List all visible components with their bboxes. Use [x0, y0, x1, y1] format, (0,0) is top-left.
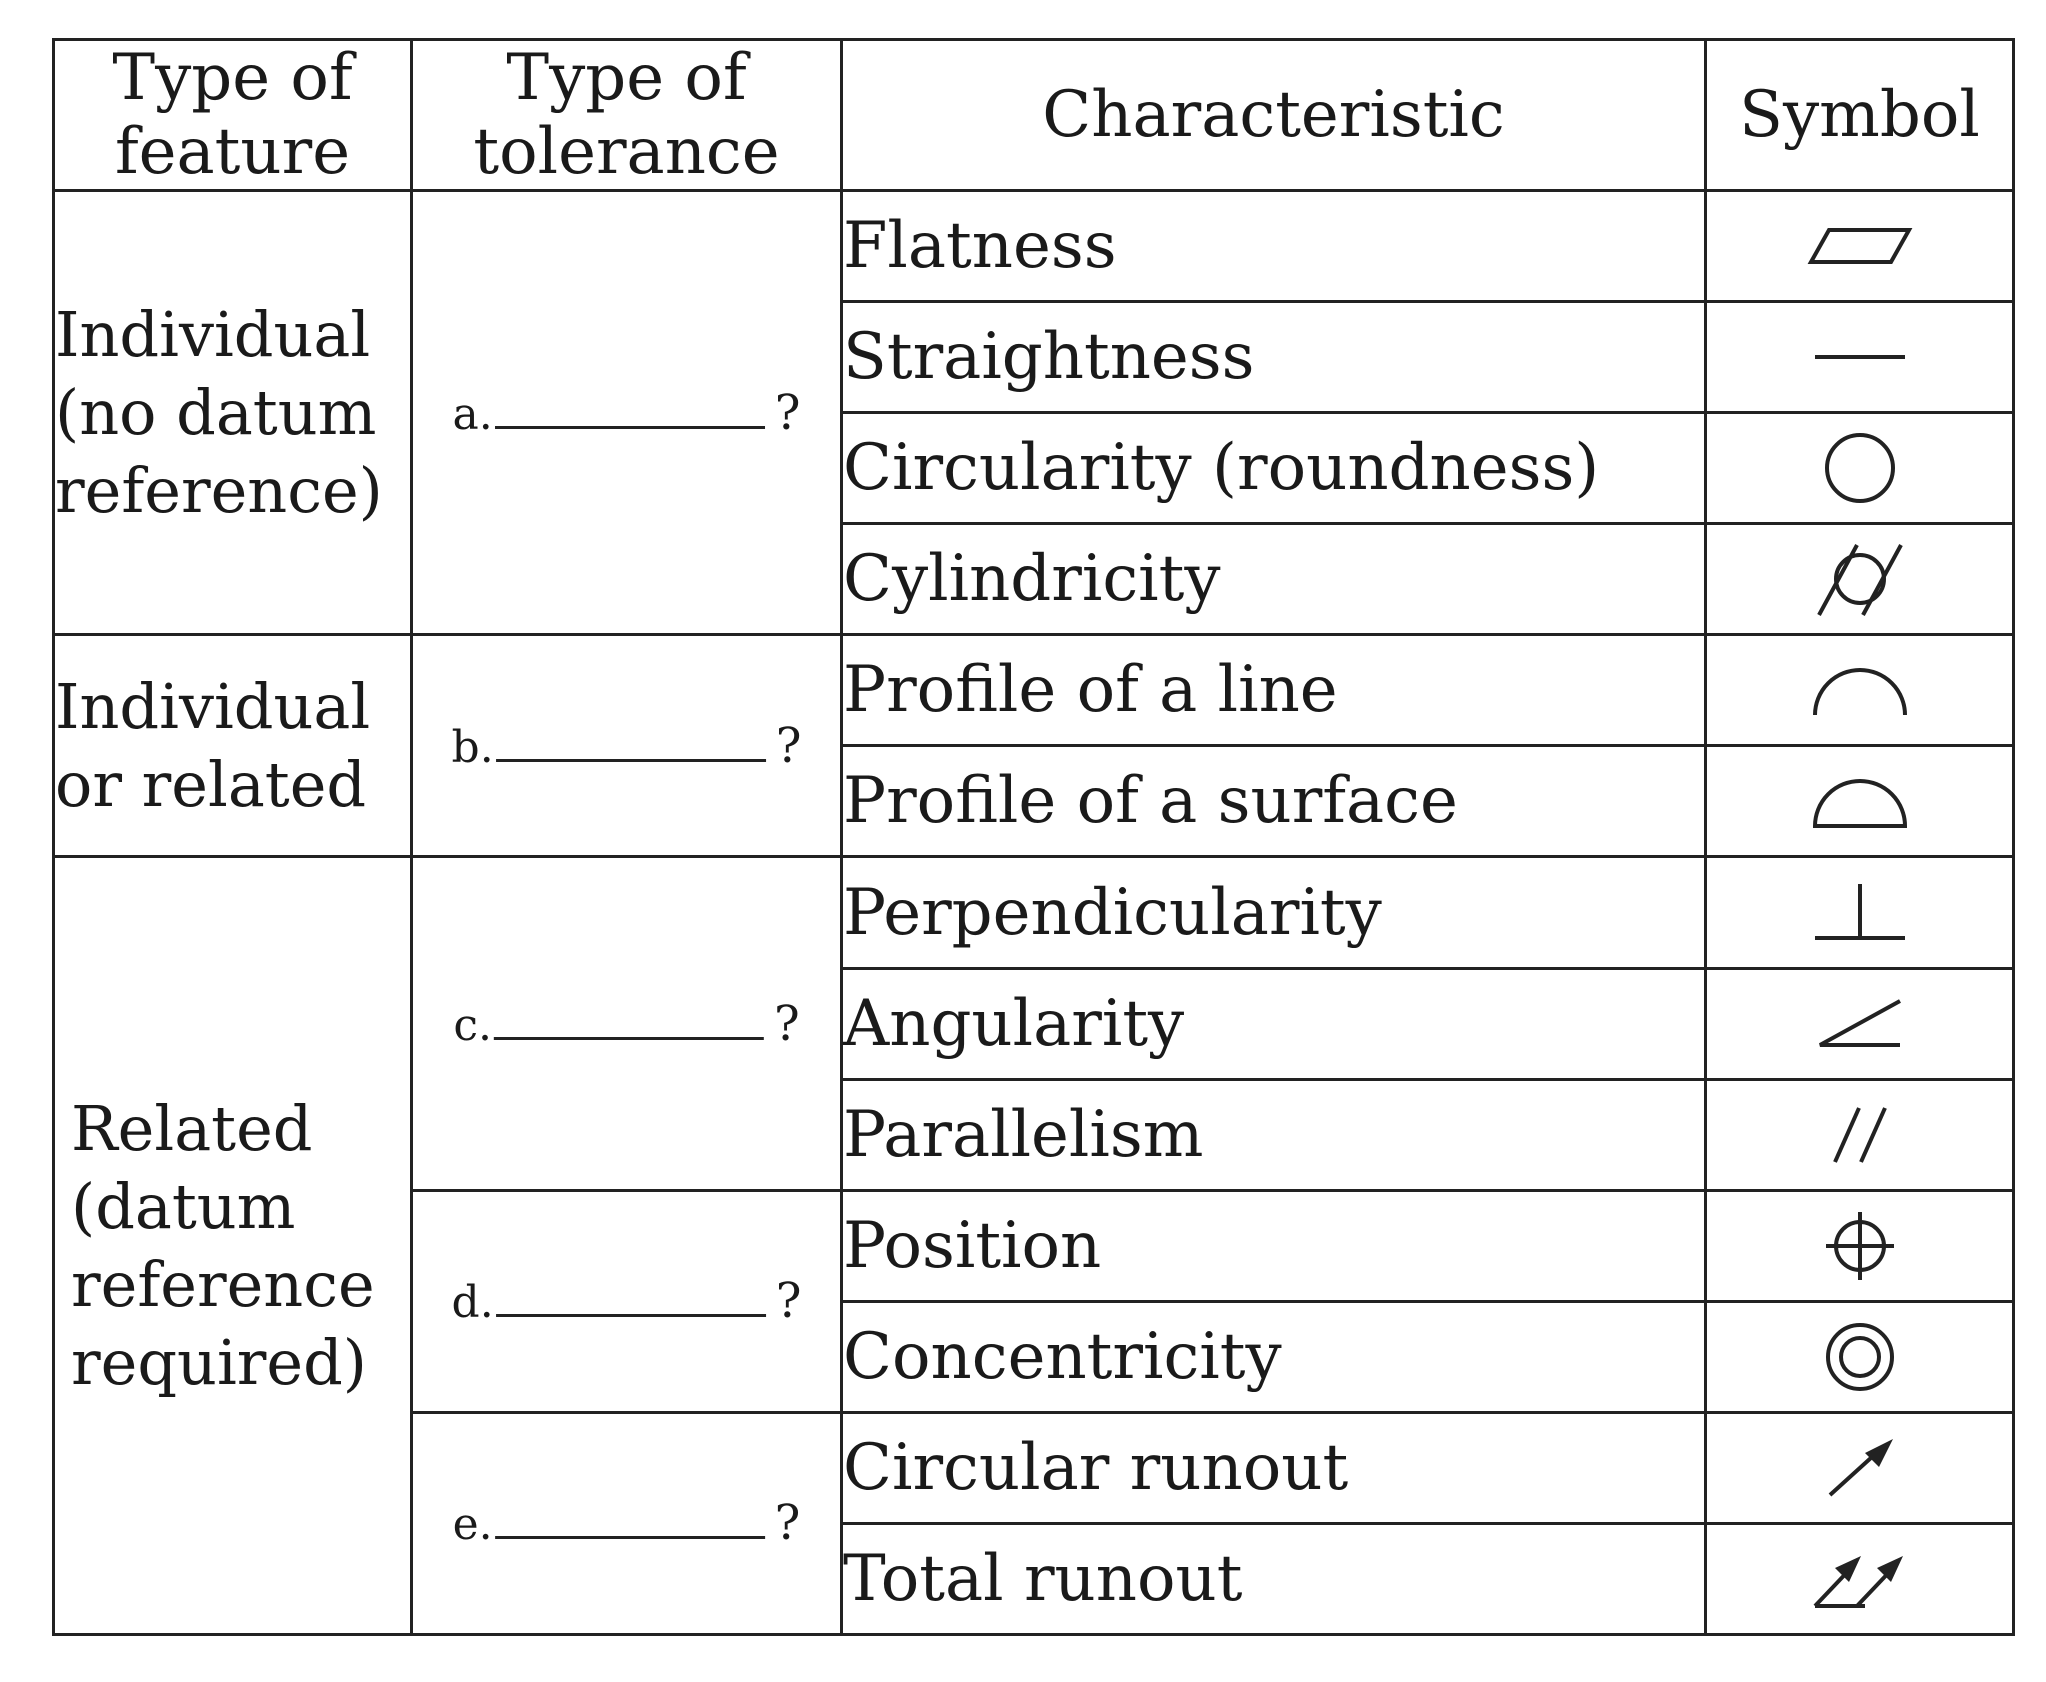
blank-letter: d.: [451, 1277, 494, 1329]
symbol-cell: [1706, 191, 2014, 302]
header-row: [54, 40, 2014, 191]
characteristic-cell: Flatness: [842, 191, 1706, 302]
blank-letter: c.: [453, 999, 492, 1051]
symbol-cell: [1706, 413, 2014, 524]
perpendicularity-icon: [1805, 878, 1915, 948]
symbol-cell: [1706, 857, 2014, 968]
header-characteristic: Characteristic: [842, 40, 1706, 191]
straightness-icon: [1805, 327, 1915, 387]
symbol-cell: [1706, 1301, 2014, 1412]
position-icon: [1815, 1206, 1905, 1286]
characteristic-cell: Parallelism: [842, 1079, 1706, 1190]
symbol-cell: [1706, 968, 2014, 1079]
symbol-cell: [1706, 635, 2014, 746]
tolerance-blank-a: [412, 191, 842, 635]
gdt-symbols-table: [52, 38, 2015, 1636]
characteristic-cell: Cylindricity: [842, 524, 1706, 635]
answer-line: [494, 1003, 764, 1040]
feature-individual: [54, 191, 412, 635]
header-type-of-tolerance: Type of tolerance: [412, 40, 842, 191]
characteristic-cell: Total runout: [842, 1523, 1706, 1634]
answer-line: [496, 725, 766, 762]
characteristic-cell: Profile of a surface: [842, 746, 1706, 857]
table-row: [54, 635, 2014, 746]
blank-letter: e.: [452, 1499, 493, 1551]
characteristic-cell: Circular runout: [842, 1412, 1706, 1523]
feature-label: Related (datum reference required): [71, 1091, 375, 1399]
parallelism-icon: [1805, 1100, 1915, 1170]
symbol-cell: [1706, 302, 2014, 413]
feature-related: [54, 857, 412, 1635]
answer-line: [495, 392, 765, 429]
question-mark: ?: [774, 1495, 801, 1552]
feature-individual-or-related: [54, 635, 412, 857]
tolerance-blank-e: [412, 1412, 842, 1634]
answer-line: [495, 1502, 765, 1539]
symbol-cell: [1706, 1079, 2014, 1190]
question-mark: ?: [775, 717, 802, 774]
profile-surface-icon: [1805, 766, 1915, 836]
question-mark: ?: [774, 384, 801, 441]
characteristic-cell: Position: [842, 1190, 1706, 1301]
tolerance-blank-d: [412, 1190, 842, 1412]
feature-label: Individual or related: [55, 669, 371, 821]
symbol-cell: [1706, 524, 2014, 635]
concentricity-icon: [1815, 1317, 1905, 1397]
circular-runout-icon: [1805, 1433, 1915, 1503]
tolerance-blank-c: [412, 857, 842, 1190]
flatness-icon: [1805, 216, 1915, 276]
feature-label: Individual (no datum reference): [55, 297, 383, 527]
symbol-cell: [1706, 746, 2014, 857]
angularity-icon: [1805, 989, 1915, 1059]
symbol-cell: [1706, 1190, 2014, 1301]
blank-letter: a.: [452, 388, 493, 440]
question-mark: ?: [775, 1273, 802, 1330]
cylindricity-icon: [1805, 539, 1915, 619]
symbol-cell: [1706, 1523, 2014, 1634]
characteristic-cell: Angularity: [842, 968, 1706, 1079]
table-row: [54, 857, 2014, 968]
characteristic-cell: Perpendicularity: [842, 857, 1706, 968]
characteristic-cell: Circularity (roundness): [842, 413, 1706, 524]
header-symbol: Symbol: [1706, 40, 2014, 191]
circularity-icon: [1815, 428, 1905, 508]
total-runout-icon: [1805, 1544, 1915, 1614]
characteristic-cell: Profile of a line: [842, 635, 1706, 746]
characteristic-cell: Straightness: [842, 302, 1706, 413]
table-row: [54, 191, 2014, 302]
characteristic-cell: Concentricity: [842, 1301, 1706, 1412]
tolerance-blank-b: [412, 635, 842, 857]
profile-line-icon: [1805, 655, 1915, 725]
symbol-cell: [1706, 1412, 2014, 1523]
header-type-of-feature: Type of feature: [54, 40, 412, 191]
blank-letter: b.: [451, 721, 494, 773]
answer-line: [496, 1280, 766, 1317]
question-mark: ?: [773, 995, 800, 1052]
